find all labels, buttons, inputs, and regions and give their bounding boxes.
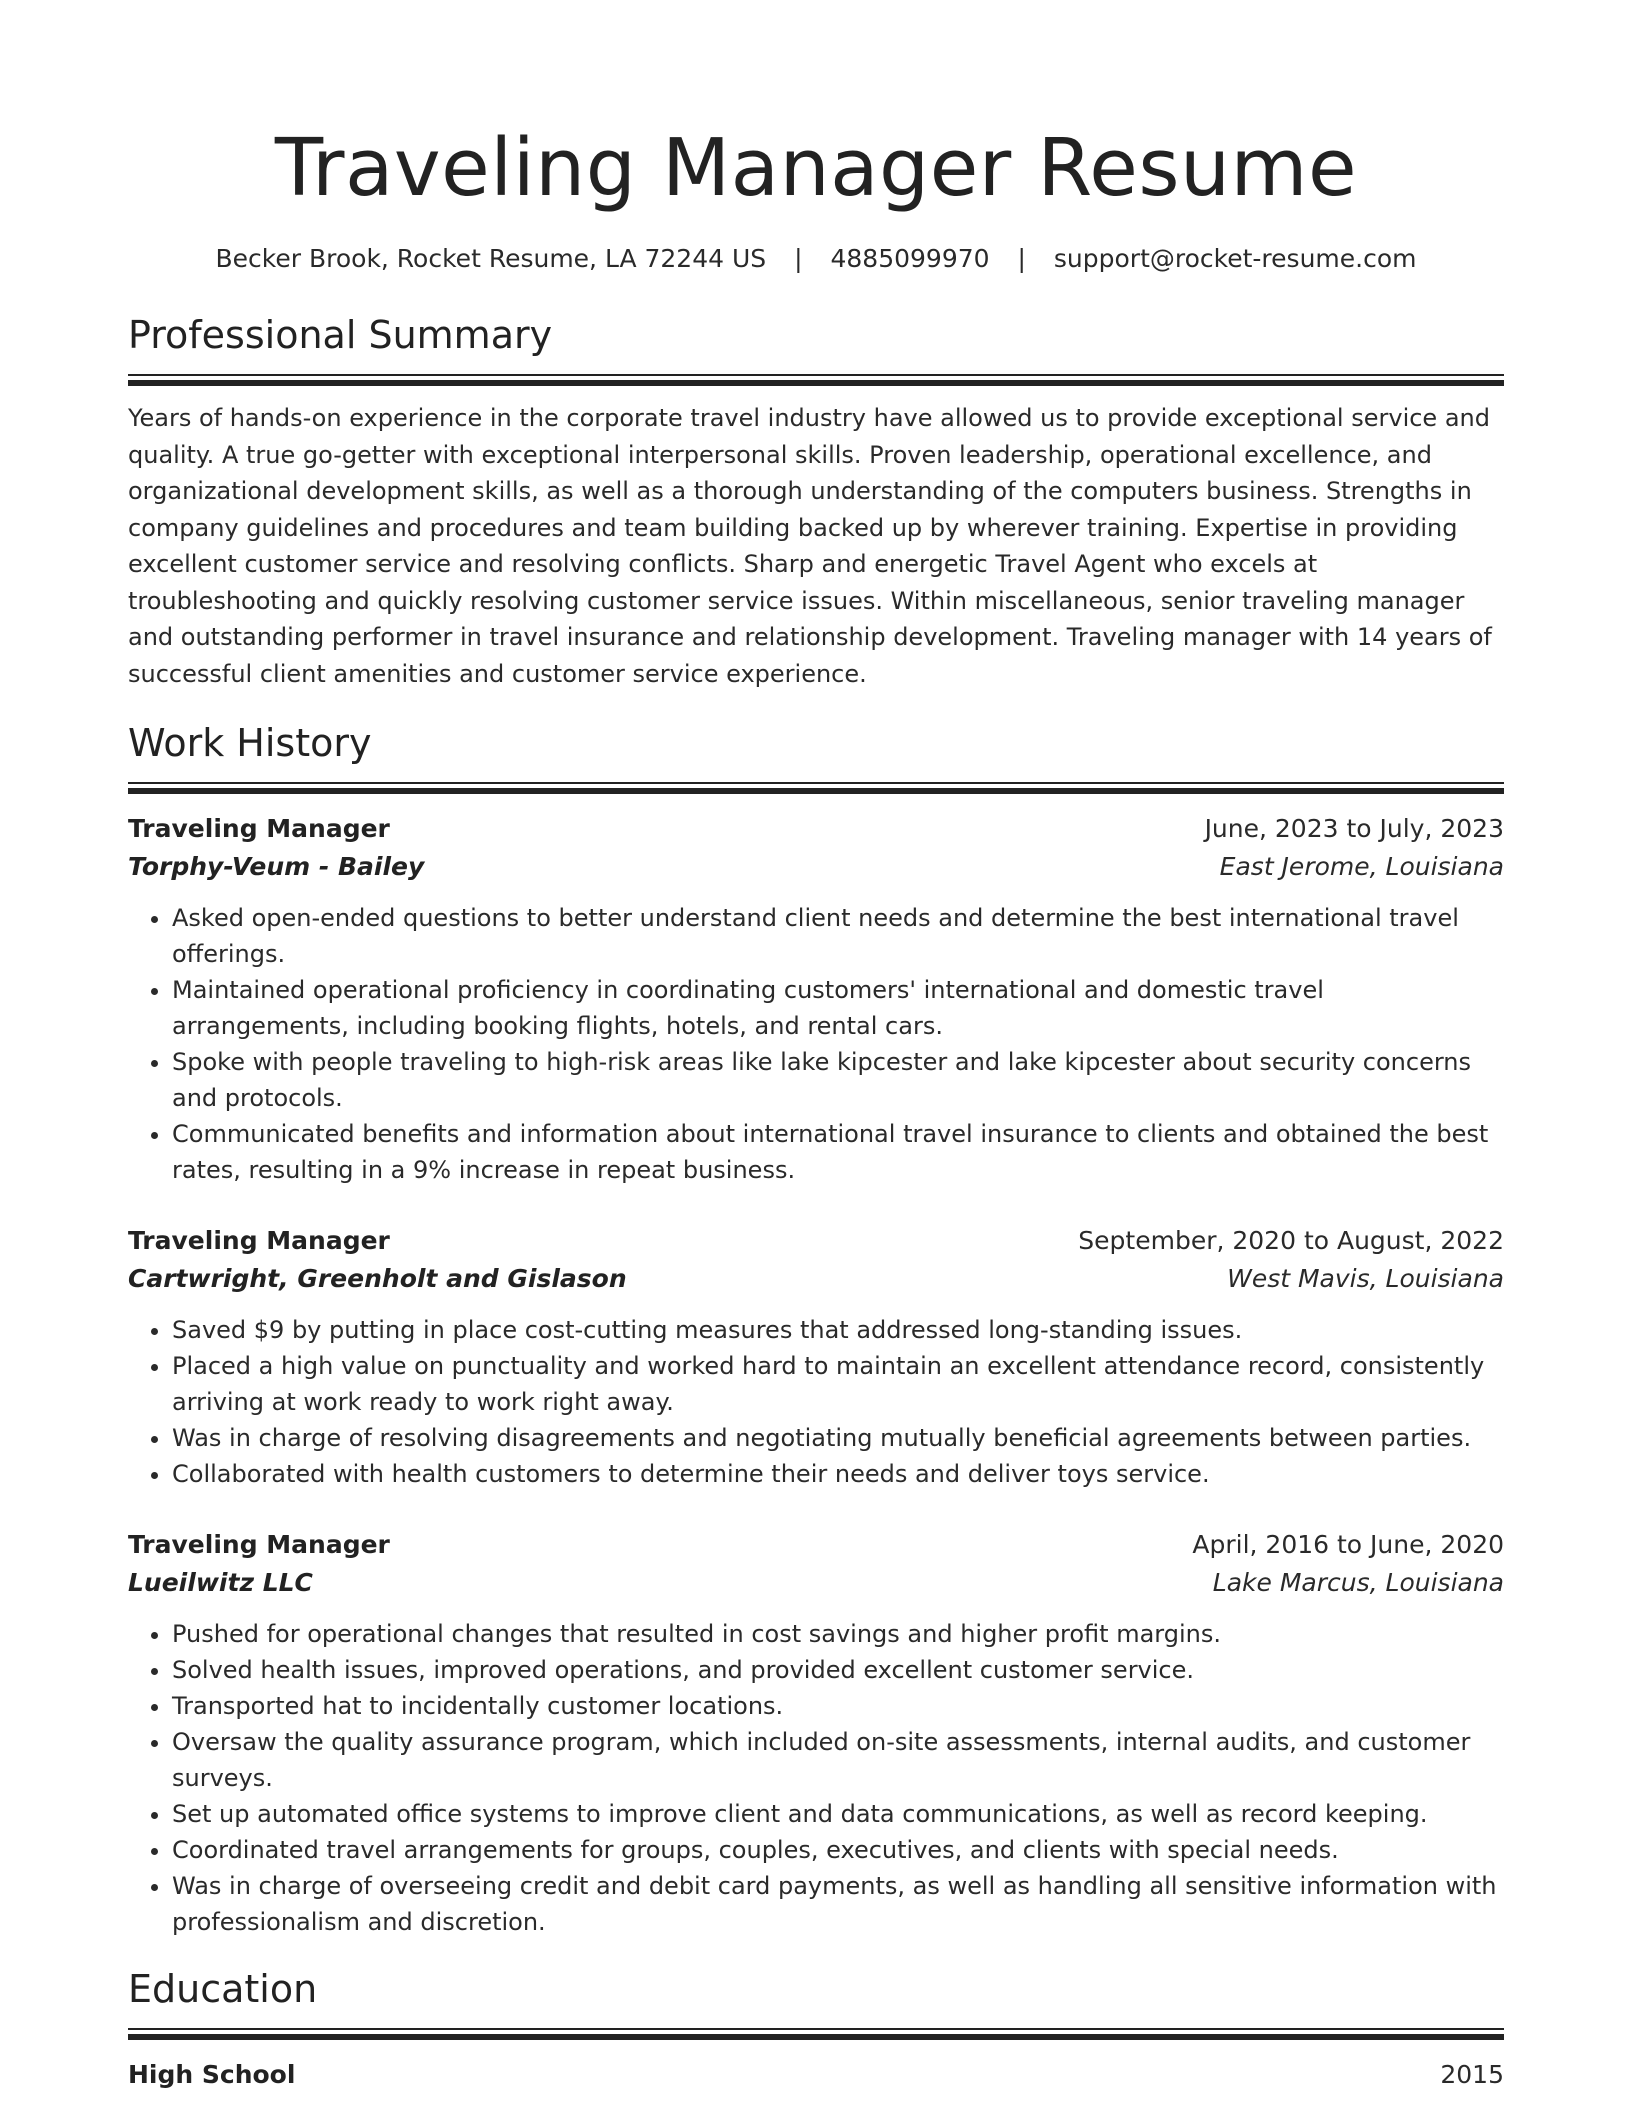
education-section xyxy=(128,1964,1504,2094)
job-title: Traveling Manager xyxy=(128,1530,390,1559)
job-header-row xyxy=(128,1526,1504,1564)
work-history-section xyxy=(128,718,1504,1940)
section-divider xyxy=(128,374,1504,386)
job-bullet: • Solved health issues, improved operations, and provided excellent customer service. xyxy=(172,1652,1504,1688)
job-company-row xyxy=(128,848,1504,886)
job-bullet: • Saved $9 by putting in place cost-cutting measures that addressed long-standing issues. xyxy=(172,1312,1504,1348)
contact-email: support@rocket-resume.com xyxy=(1053,244,1417,273)
job-bullet-list xyxy=(128,1616,1504,1940)
job-location: West Mavis, Louisiana xyxy=(1227,1264,1504,1293)
job-bullet: • Transported hat to incidentally customer locations. xyxy=(172,1688,1504,1724)
education-degree: High School xyxy=(128,2060,296,2089)
job-bullet: • Oversaw the quality assurance program, which included on-site assessments, internal audits, and customer surveys. xyxy=(172,1724,1504,1796)
section-divider xyxy=(128,2028,1504,2040)
job-bullet: • Placed a high value on punctuality and worked hard to maintain an excellent attendance record, consistently arriving at work ready to work right away. xyxy=(172,1348,1504,1420)
job-bullet: • Coordinated travel arrangements for groups, couples, executives, and clients with special needs. xyxy=(172,1832,1504,1868)
job-company-row xyxy=(128,1260,1504,1298)
education-entry xyxy=(128,2056,1504,2094)
contact-separator: | xyxy=(1017,244,1026,273)
job-bullet: • Was in charge of overseeing credit and debit card payments, as well as handling all sensitive information with professionalism and discretion. xyxy=(172,1868,1504,1940)
job-bullet: • Collaborated with health customers to determine their needs and deliver toys service. xyxy=(172,1456,1504,1492)
job-header-row xyxy=(128,810,1504,848)
resume-title: Traveling Manager Resume xyxy=(274,122,1358,214)
job-company: Lueilwitz LLC xyxy=(128,1568,313,1597)
job-bullet: • Maintained operational proficiency in coordinating customers' international and domestic travel arrangements, including booking flights, hotels, and rental cars. xyxy=(172,972,1504,1044)
section-heading-summary: Professional Summary xyxy=(128,313,553,357)
education-year: 2015 xyxy=(1440,2060,1504,2089)
job-location: East Jerome, Louisiana xyxy=(1219,852,1504,881)
job-entry xyxy=(128,810,1504,1188)
job-dates: September, 2020 to August, 2022 xyxy=(1078,1226,1504,1255)
job-bullet: • Was in charge of resolving disagreements and negotiating mutually beneficial agreements between parties. xyxy=(172,1420,1504,1456)
job-bullet-list xyxy=(128,900,1504,1188)
job-dates: April, 2016 to June, 2020 xyxy=(1192,1530,1504,1559)
job-entry xyxy=(128,1526,1504,1940)
section-heading-work-history: Work History xyxy=(128,721,372,765)
job-title: Traveling Manager xyxy=(128,1226,390,1255)
contact-line xyxy=(128,242,1504,276)
job-company: Torphy-Veum - Bailey xyxy=(128,852,425,881)
job-bullet: • Communicated benefits and information about international travel insurance to clients and obtained the best rates, resulting in a 9% increase in repeat business. xyxy=(172,1116,1504,1188)
section-divider xyxy=(128,782,1504,794)
job-title: Traveling Manager xyxy=(128,814,390,843)
job-entry xyxy=(128,1222,1504,1492)
contact-separator: | xyxy=(794,244,803,273)
job-bullet-list xyxy=(128,1312,1504,1492)
contact-address: Becker Brook, Rocket Resume, LA 72244 US xyxy=(215,244,767,273)
job-dates: June, 2023 to July, 2023 xyxy=(1204,814,1504,843)
job-bullet: • Spoke with people traveling to high-risk areas like lake kipcester and lake kipcester about security concerns and protocols. xyxy=(172,1044,1504,1116)
summary-paragraph: Years of hands-on experience in the corporate travel industry have allowed us to provide exceptional service and quality. A true go-getter with exceptional interpersonal skills. Proven leadership, operational excellence, and organizational development skills, as well as a thorough understanding of the computers business. Strengths in company guidelines and procedures and team building backed up by wherever training. Expertise in providing excellent customer service and resolving conflicts. Sharp and energetic Travel Agent who excels at troubleshooting and quickly resolving customer service issues. Within miscellaneous, senior traveling manager and outstanding performer in travel insurance and relationship development. Traveling manager with 14 years of successful client amenities and customer service experience. xyxy=(128,404,1492,688)
job-location: Lake Marcus, Louisiana xyxy=(1212,1568,1504,1597)
job-company: Cartwright, Greenholt and Gislason xyxy=(128,1264,627,1293)
job-bullet: • Set up automated office systems to improve client and data communications, as well as record keeping. xyxy=(172,1796,1504,1832)
job-header-row xyxy=(128,1222,1504,1260)
contact-phone: 4885099970 xyxy=(830,244,990,273)
job-bullet: • Pushed for operational changes that resulted in cost savings and higher profit margins. xyxy=(172,1616,1504,1652)
professional-summary-section xyxy=(128,310,1504,692)
job-bullet: • Asked open-ended questions to better understand client needs and determine the best international travel offerings. xyxy=(172,900,1504,972)
section-heading-education: Education xyxy=(128,1967,318,2011)
job-company-row xyxy=(128,1564,1504,1602)
